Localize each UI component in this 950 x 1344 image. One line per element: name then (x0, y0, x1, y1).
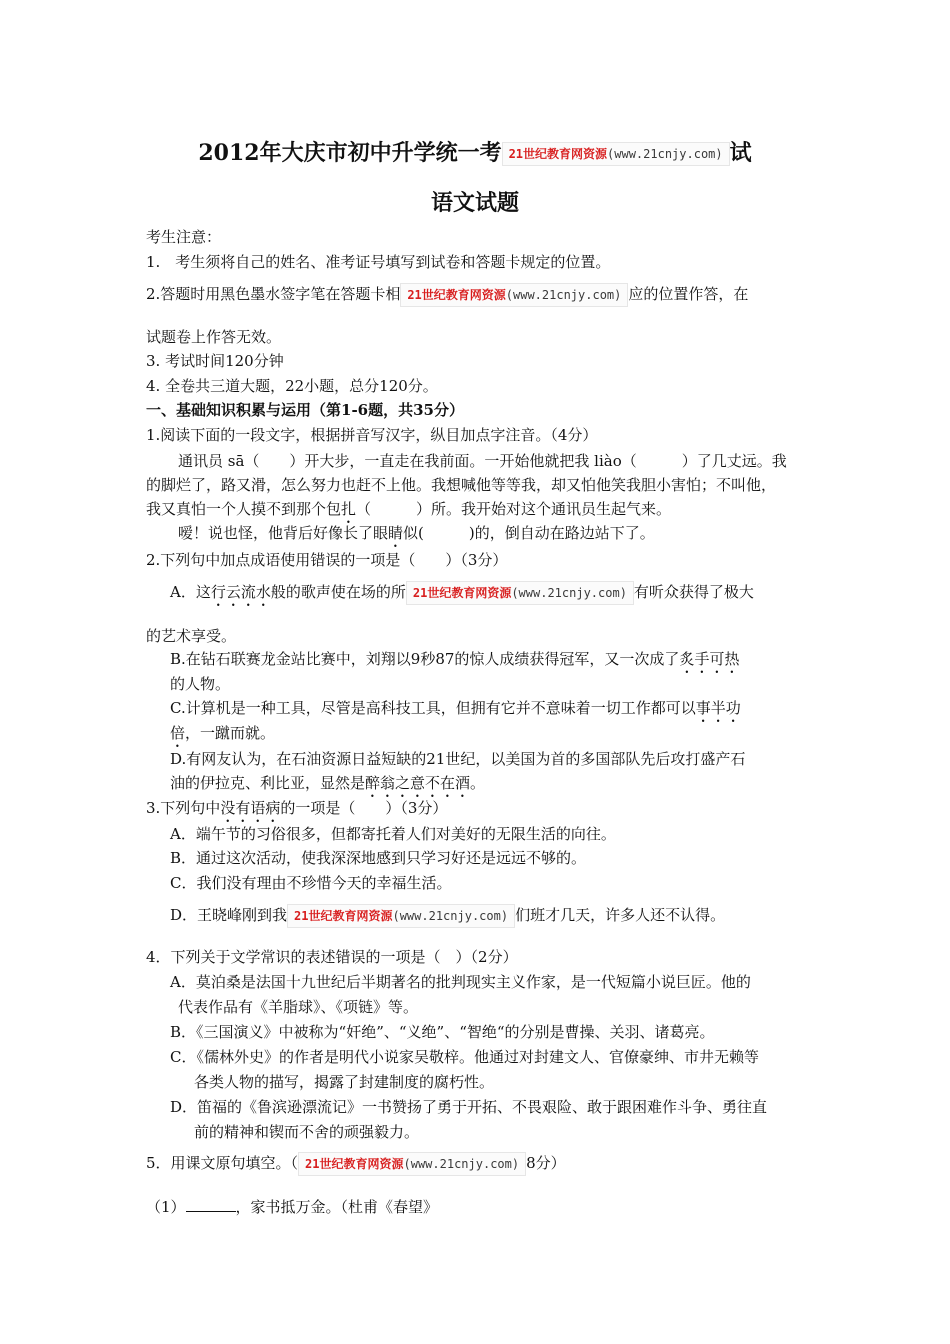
q1-passage-line-3: 我又真怕一个人摸不到那个包扎（ ）所。我开始对这个通讯员生起气来。 (146, 500, 672, 518)
q1-stem: 1.阅读下面的一段文字，根据拼音写汉字，纵目加点字注音。（4分） (146, 426, 598, 444)
q4-stem: 4．下列关于文学常识的表述错误的一项是（ ）（2分） (146, 948, 518, 966)
q2-option-c-cont: 倍，一蹴而就。 (170, 724, 276, 742)
q5-item-1: （1） ，家书抵万金。（杜甫《春望》 (146, 1198, 439, 1216)
watermark: 21世纪教育网资源(www.21cnjy.com) (502, 142, 730, 166)
title-text-end: 试 (729, 140, 752, 166)
q2-option-b: B.在钻石联赛龙金站比赛中，刘翔以9秒87的惊人成绩获得冠军，又一次成了炙手可热 (170, 650, 740, 668)
q5-stem: 5．用课文原句填空。（ 21世纪教育网资源(www.21cnjy.com) 8分） (146, 1152, 566, 1176)
q2-option-a: A．这行云流水般的歌声使在场的所 21世纪教育网资源(www.21cnjy.com) 有听众获得了极大 (170, 581, 754, 610)
notice-item-1: 1. 考生须将自己的姓名、准考证号填写到试卷和答题卡规定的位置。 (146, 253, 611, 271)
q2-option-a-cont: 的艺术享受。 (146, 627, 237, 645)
q2-option-b-cont: 的人物。 (170, 675, 231, 693)
watermark: 21世纪教育网资源(www.21cnjy.com) (406, 581, 634, 605)
q1-passage-line-2: 的脚烂了，路又滑，怎么努力也赶不上他。我想喊他等等我，却又怕他笑我胆小害怕；不叫他， (146, 476, 777, 494)
q4-option-a: A．莫泊桑是法国十九世纪后半期著名的批判现实主义作家，是一代短篇小说巨匠。他的 (170, 973, 751, 991)
q3-stem: 3.下列句中没有语病的一项是（ ）（3分） (146, 799, 448, 817)
answer-blank (186, 1197, 236, 1212)
q3-option-b: B．通过这次活动，使我深深地感到只学习好还是远远不够的。 (170, 849, 587, 867)
notice-item-2: 2.答题时用黑色墨水签字笔在答题卡相 21世纪教育网资源(www.21cnjy.com) 应的位置作答，在 (146, 283, 748, 307)
q4-option-c: C．《儒林外史》的作者是明代小说家吴敬梓。他通过对封建文人、官僚豪绅、市井无赖等 (170, 1048, 759, 1066)
q4-option-b: B．《三国演义》中被称为“奸绝”、“义绝”、“智绝“的分别是曹操、关羽、诸葛亮。 (170, 1023, 715, 1041)
section-heading: 一、基础知识积累与运用（第1-6题，共35分） (146, 401, 464, 419)
notice-item-3: 3. 考试时间120分钟 (146, 352, 284, 370)
notice-heading: 考生注意： (146, 228, 222, 246)
watermark: 21世纪教育网资源(www.21cnjy.com) (400, 283, 628, 307)
q1-passage-line-4: 嗳！说也怪，他背后好像长了眼睛似( )的，倒自动在路边站下了。 (178, 524, 655, 542)
q4-option-a-cont: 代表作品有《羊脂球》、《项链》等。 (178, 998, 419, 1016)
watermark: 21世纪教育网资源(www.21cnjy.com) (298, 1152, 526, 1176)
q4-option-d: D．笛福的《鲁滨逊漂流记》一书赞扬了勇于开拓、不畏艰险、敢于跟困难作斗争、勇往直 (170, 1098, 768, 1116)
q2-option-d: D.有网友认为，在石油资源日益短缺的21世纪，以美国为首的多国部队先后攻打盛产石 (170, 750, 746, 768)
q2-option-d-cont: 油的伊拉克、利比亚，显然是醉翁之意不在酒。 (170, 774, 486, 792)
q3-option-c: C．我们没有理由不珍惜今天的幸福生活。 (170, 874, 452, 892)
q1-passage-line-1: 通讯员 sā（ ）开大步，一直走在我前面。一开始他就把我 liào（ ）了几丈远。我 (178, 452, 787, 470)
watermark: 21世纪教育网资源(www.21cnjy.com) (287, 904, 515, 928)
q4-option-d-cont: 前的精神和锲而不舍的顽强毅力。 (194, 1123, 420, 1141)
q3-option-d: D．王晓峰刚到我 21世纪教育网资源(www.21cnjy.com) 们班才几天，许多人还不认得。 (170, 904, 725, 928)
q4-option-c-cont: 各类人物的描写，揭露了封建制度的腐朽性。 (194, 1073, 495, 1091)
q3-option-a: A．端午节的习俗很多，但都寄托着人们对美好的无限生活的向往。 (170, 825, 616, 843)
title-text: 2012年大庆市初中升学统一考 (198, 140, 502, 166)
q2-option-c: C.计算机是一种工具，尽管是高科技工具，但拥有它并不意味着一切工作都可以事半功 (170, 699, 741, 717)
exam-title (0, 136, 950, 167)
exam-subtitle: 语文试题 (430, 190, 519, 216)
q2-stem: 2.下列句中加点成语使用错误的一项是（ ）（3分） (146, 551, 508, 569)
notice-item-2-cont: 试题卷上作答无效。 (146, 328, 282, 346)
notice-item-4: 4. 全卷共三道大题，22小题，总分120分。 (146, 377, 438, 395)
